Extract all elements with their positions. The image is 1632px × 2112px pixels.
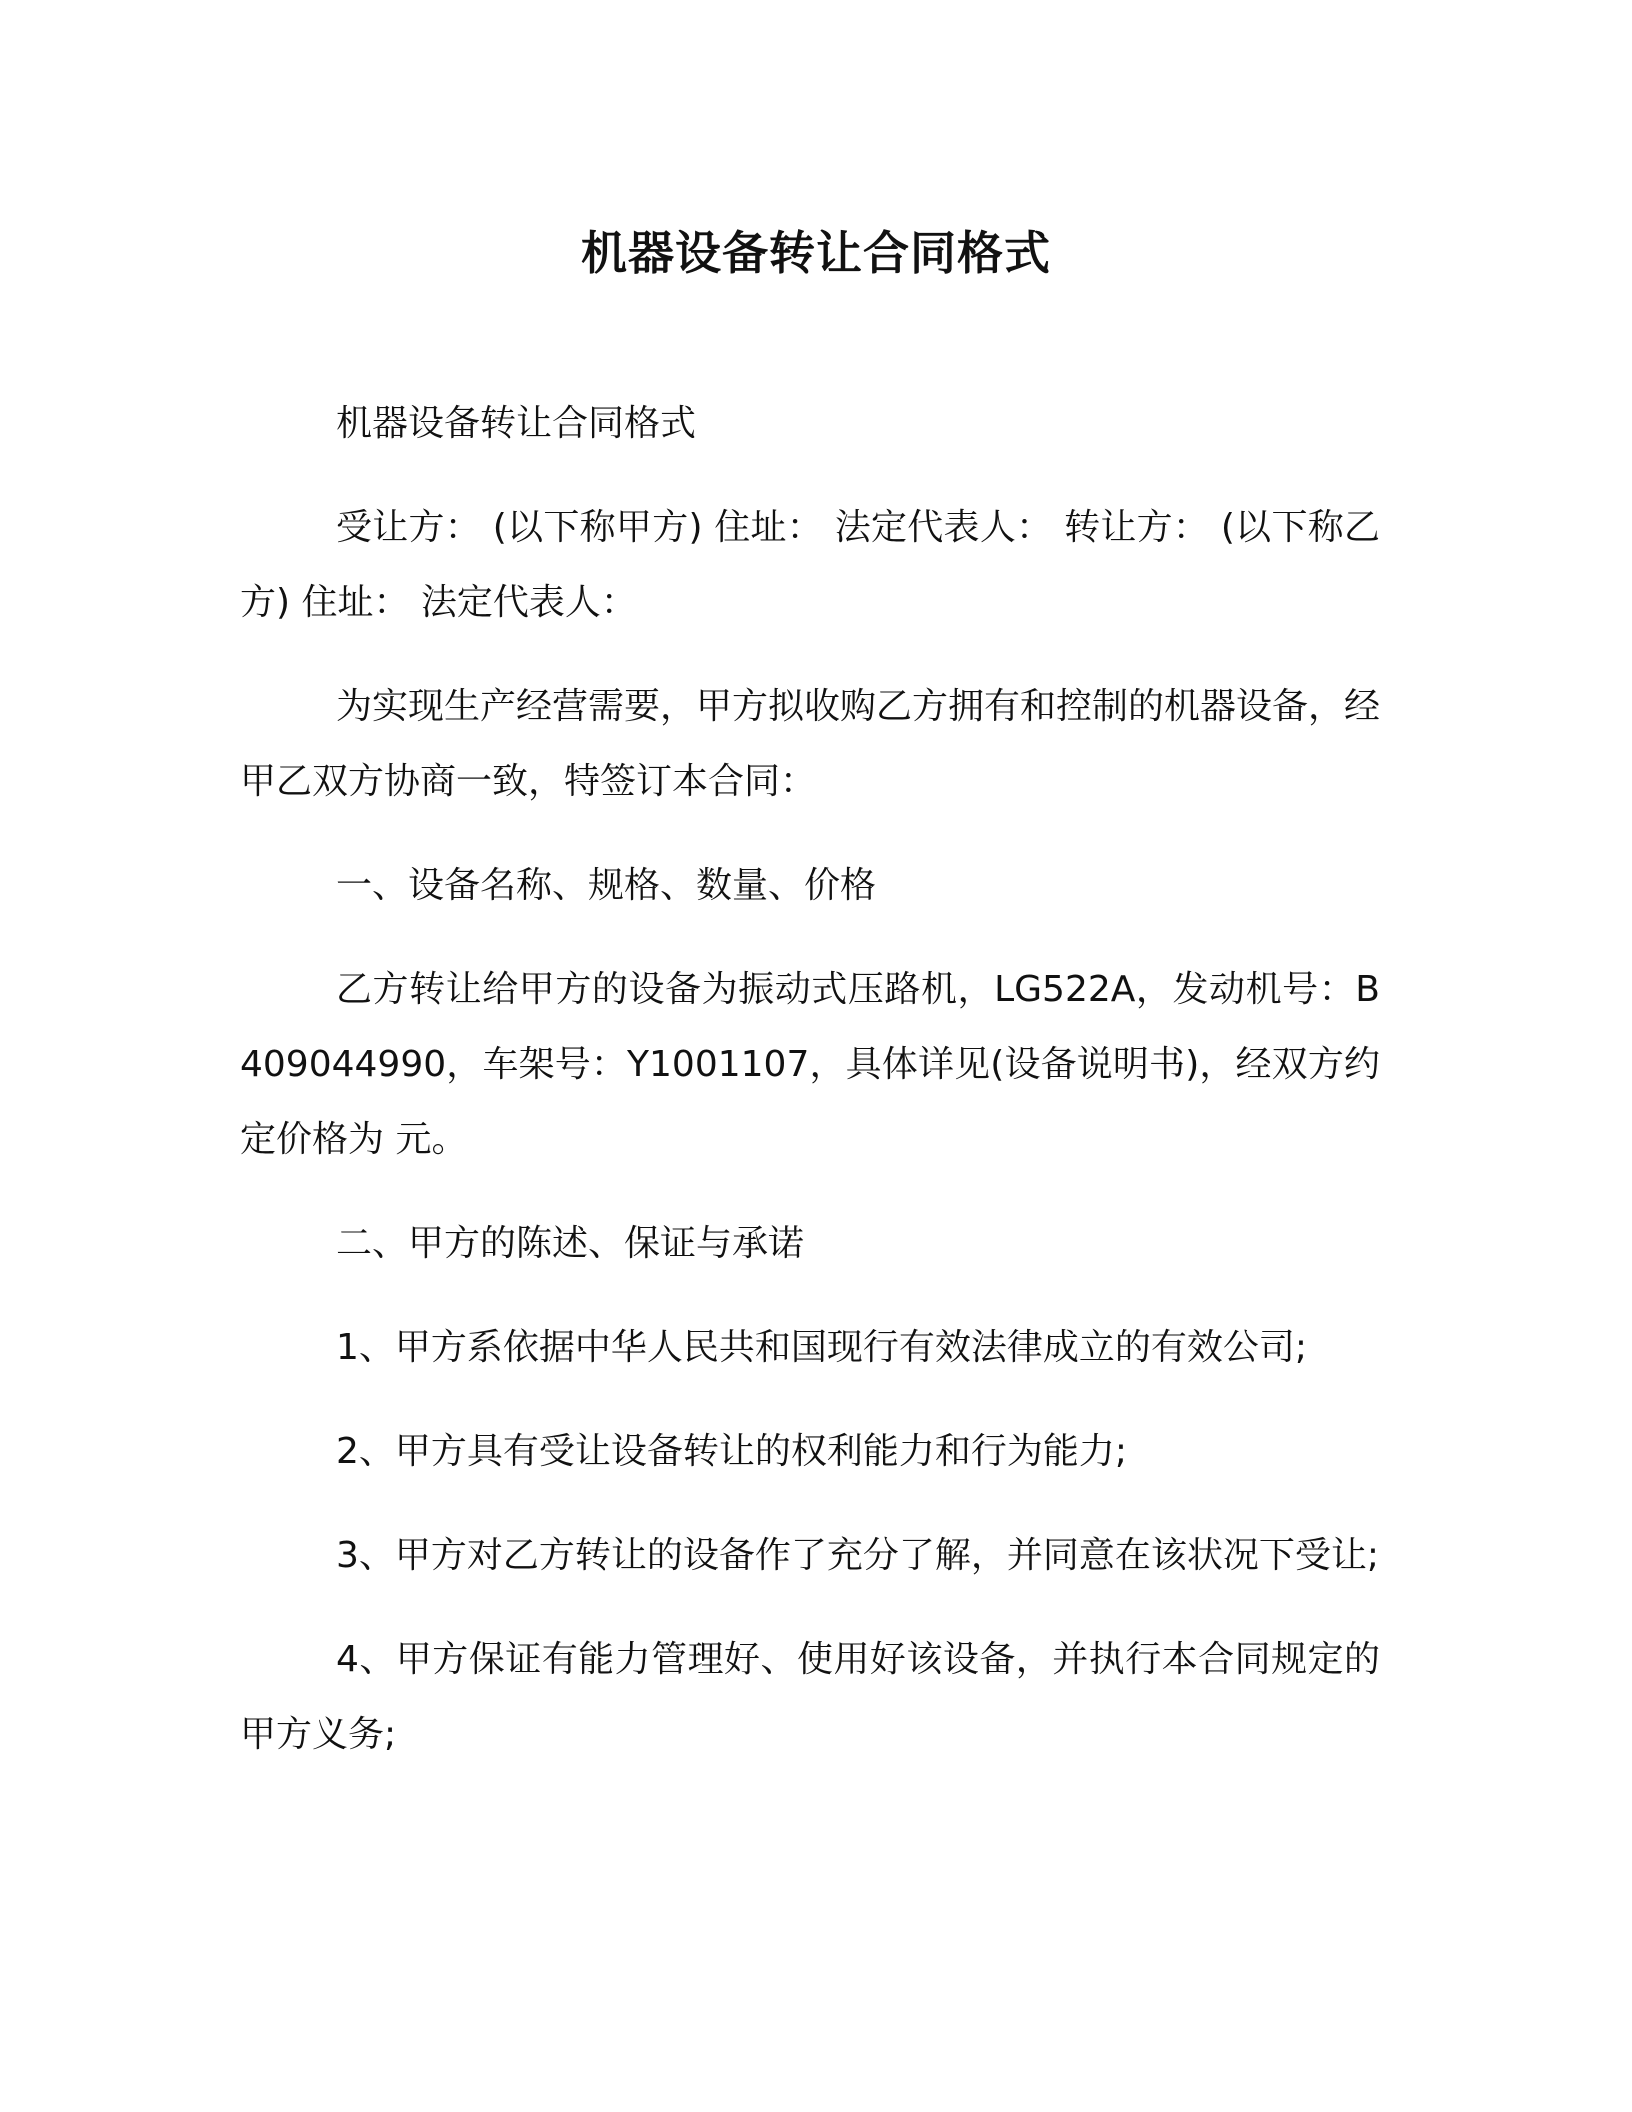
section-heading-party-a-statements: 二、甲方的陈述、保证与承诺 <box>336 1223 805 1264</box>
paragraph-equipment-details: 乙方转让给甲方的设备为振动式压路机，LG522A，发动机号：B409044990，车架号：Y1001107，具体详见(设备说明书)，经双方约定价格为 元。 <box>240 969 1380 1160</box>
document-title: 机器设备转让合同格式 <box>581 226 1051 280</box>
paragraph-purpose: 为实现生产经营需要，甲方拟收购乙方拥有和控制的机器设备，经甲乙双方协商一致，特签订本合同： <box>240 686 1381 802</box>
clause-3: 3、甲方对乙方转让的设备作了充分了解，并同意在该状况下受让; <box>336 1535 1380 1576</box>
clause-4: 4、甲方保证有能力管理好、使用好该设备，并执行本合同规定的甲方义务; <box>240 1639 1380 1755</box>
section-heading-equipment: 一、设备名称、规格、数量、价格 <box>336 865 877 906</box>
paragraph-parties: 受让方： (以下称甲方) 住址： 法定代表人： 转让方： (以下称乙方) 住址： 法定代表人： <box>240 507 1380 623</box>
paragraph-heading: 机器设备转让合同格式 <box>336 403 697 444</box>
clause-2: 2、甲方具有受让设备转让的权利能力和行为能力; <box>336 1431 1128 1472</box>
document-body <box>240 386 1380 1801</box>
clause-1: 1、甲方系依据中华人民共和国现行有效法律成立的有效公司; <box>336 1327 1308 1368</box>
